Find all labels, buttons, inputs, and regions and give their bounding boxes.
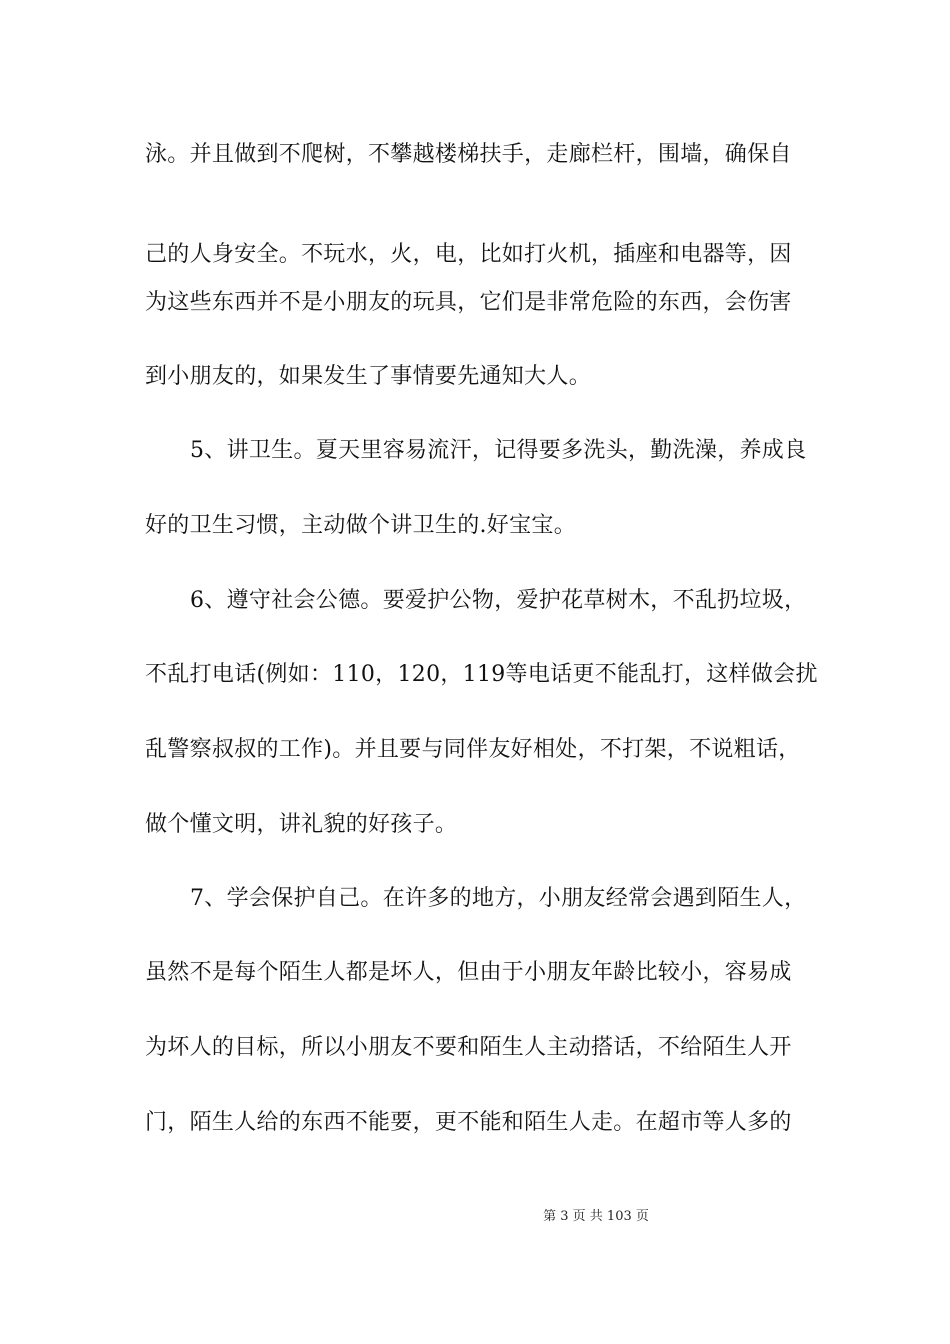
paragraph-line: 做个懂文明，讲礼貌的好孩子。 bbox=[145, 812, 458, 837]
paragraph-line: 为这些东西并不是小朋友的玩具，它们是非常危险的东西，会伤害 bbox=[145, 290, 792, 315]
paragraph-line: 己的人身安全。不玩水，火，电，比如打火机，插座和电器等，因 bbox=[145, 242, 792, 267]
paragraph-line: 不乱打电话(例如：110，120，119等电话更不能乱打，这样做会扰 bbox=[145, 662, 818, 687]
paragraph-line: 7、学会保护自己。在许多的地方，小朋友经常会遇到陌生人， bbox=[190, 886, 807, 911]
paragraph-line: 6、遵守社会公德。要爱护公物，爱护花草树木，不乱扔垃圾， bbox=[190, 588, 807, 613]
paragraph-line: 好的卫生习惯，主动做个讲卫生的.好宝宝。 bbox=[145, 513, 576, 538]
paragraph-line: 到小朋友的，如果发生了事情要先通知大人。 bbox=[145, 364, 592, 389]
paragraph-line: 乱警察叔叔的工作)。并且要与同伴友好相处，不打架，不说粗话， bbox=[145, 737, 801, 762]
paragraph-line: 门，陌生人给的东西不能要，更不能和陌生人走。在超市等人多的 bbox=[145, 1110, 792, 1135]
paragraph-line: 5、讲卫生。夏天里容易流汗，记得要多洗头，勤洗澡，养成良 bbox=[190, 438, 807, 463]
paragraph-line: 虽然不是每个陌生人都是坏人，但由于小朋友年龄比较小，容易成 bbox=[145, 960, 792, 985]
paragraph-line: 泳。并且做到不爬树，不攀越楼梯扶手，走廊栏杆，围墙，确保自 bbox=[145, 142, 792, 167]
page-footer bbox=[0, 1208, 950, 1226]
page-number: 第 3 页 共 103 页 bbox=[543, 1209, 649, 1224]
paragraph-line: 为坏人的目标，所以小朋友不要和陌生人主动搭话，不给陌生人开 bbox=[145, 1035, 792, 1060]
